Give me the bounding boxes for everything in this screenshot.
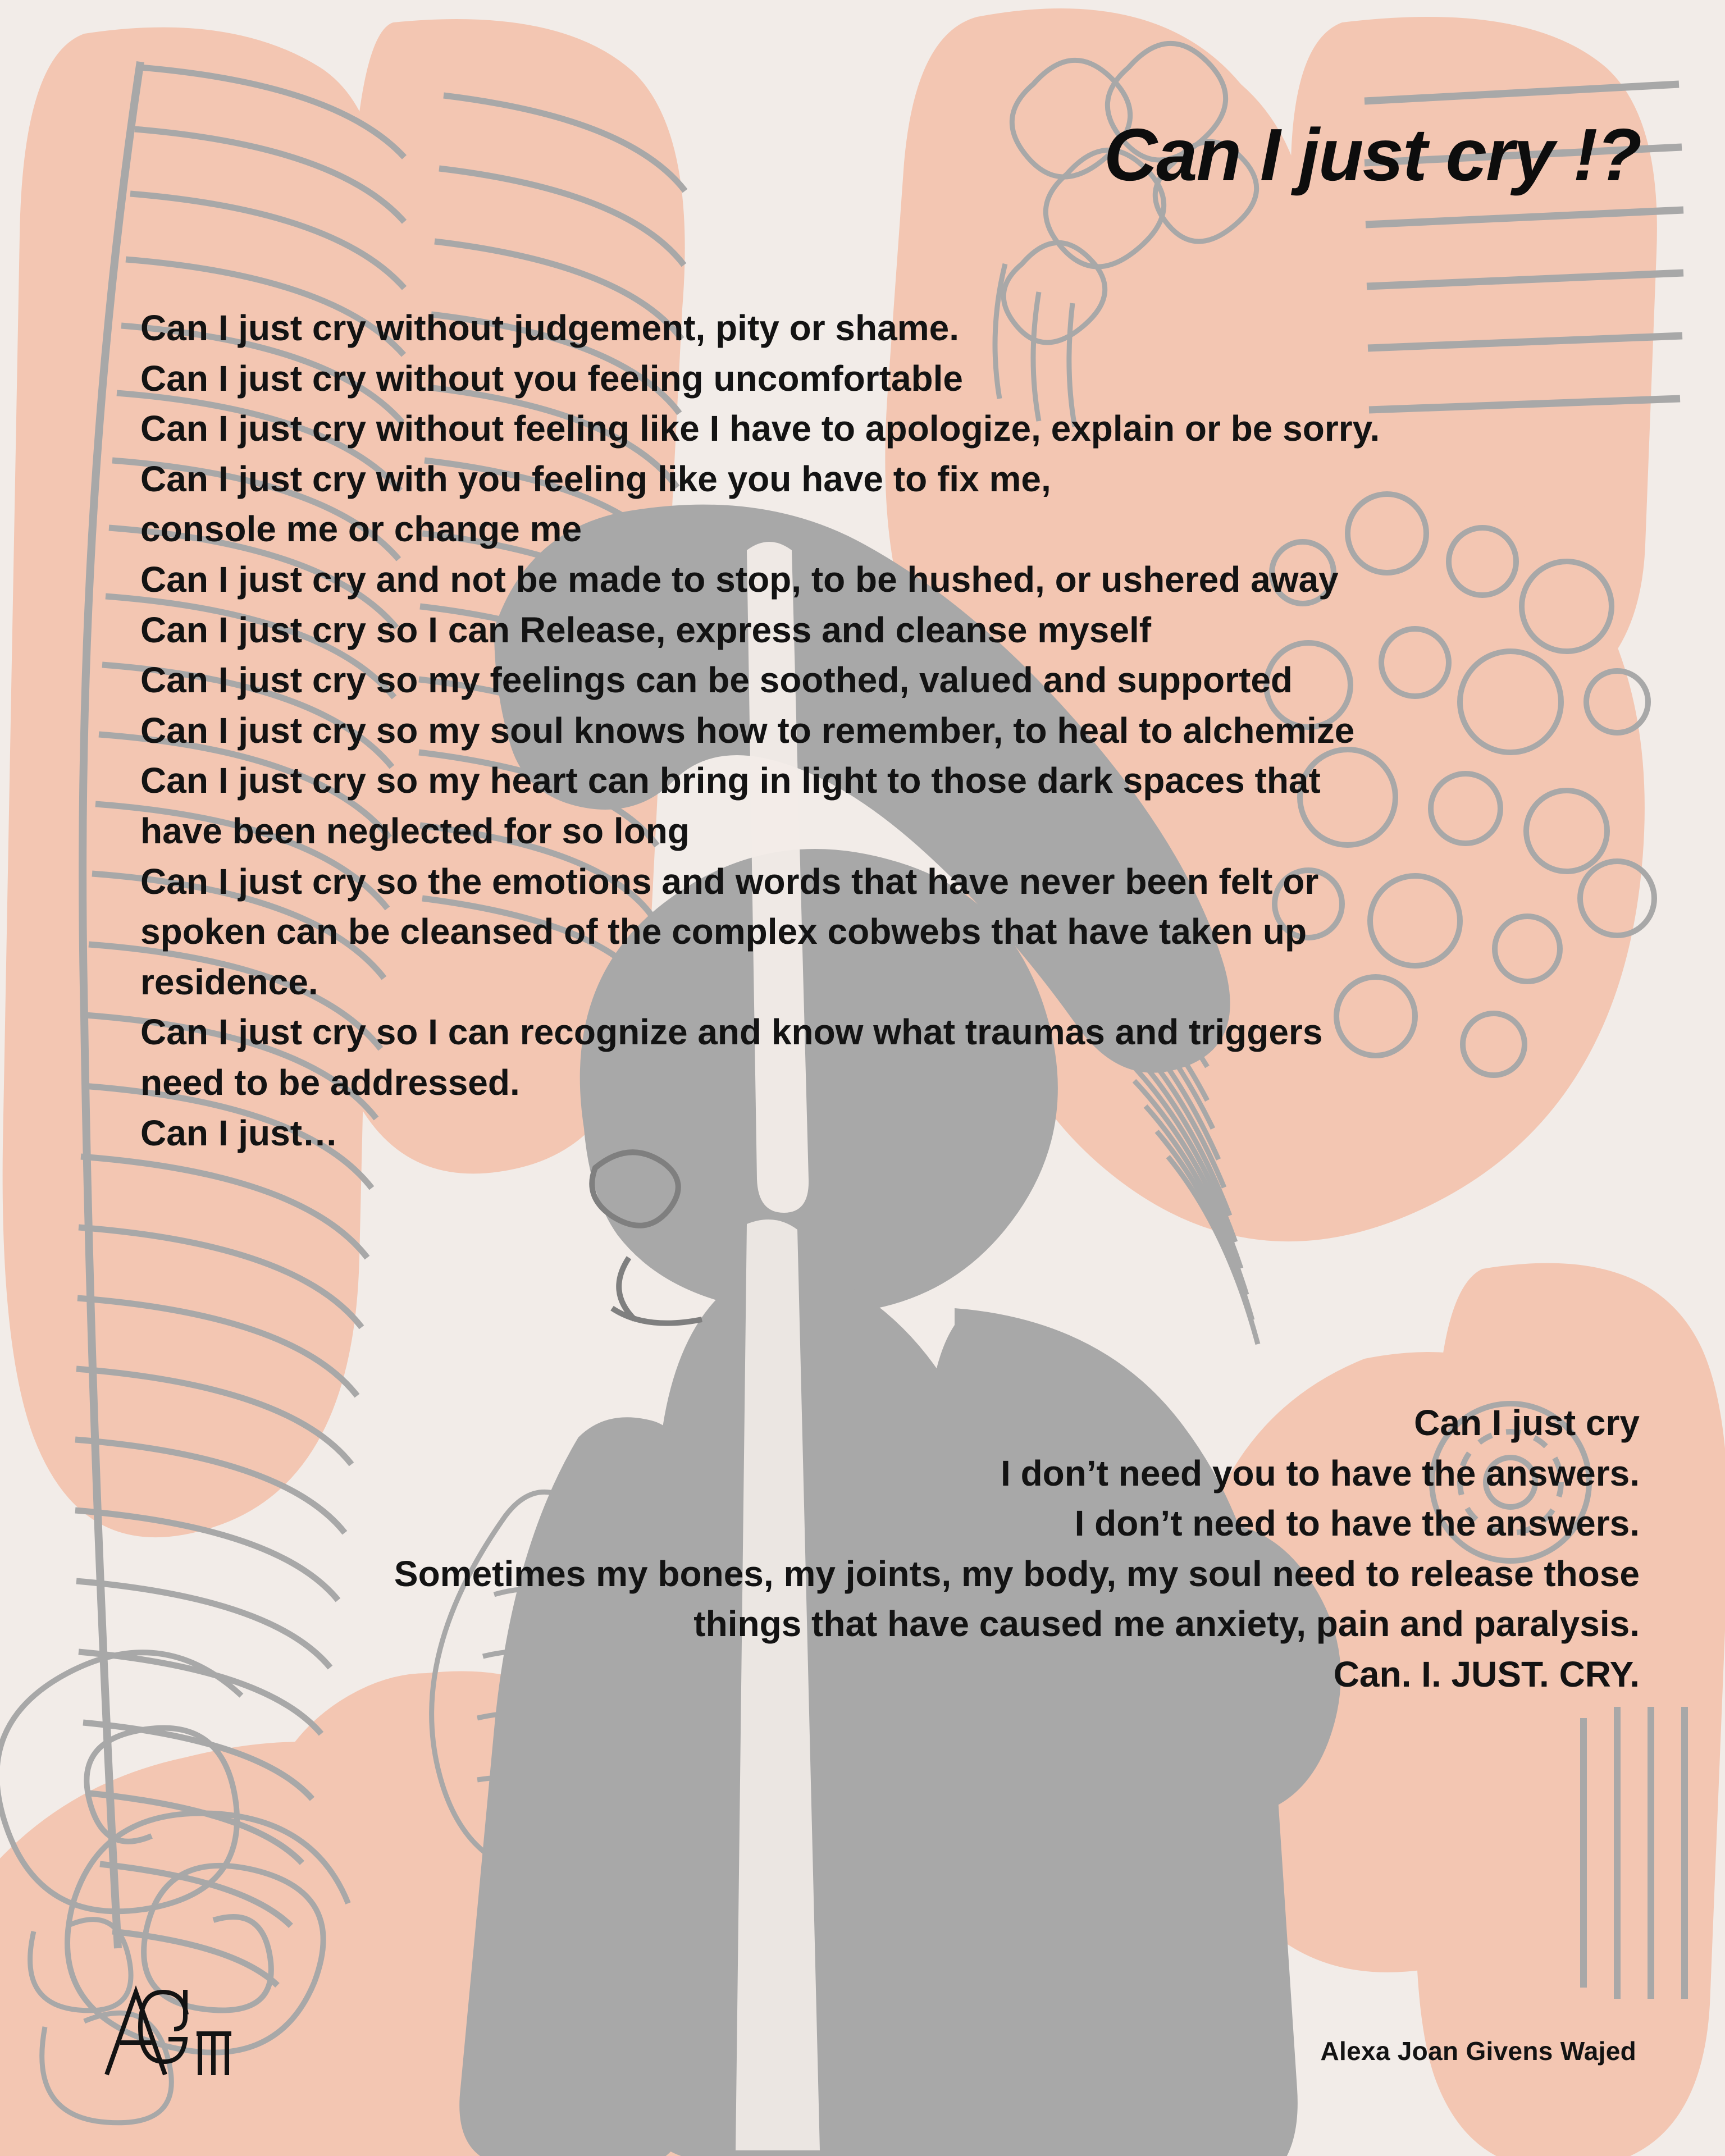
coda-line: things that have caused me anxiety, pain and paralysis. [693, 1604, 1640, 1645]
author-credit: Alexa Joan Givens Wajed [1320, 2036, 1636, 2066]
poem-line: have been neglected for so long [140, 810, 690, 851]
coda-line: Can I just cry [1414, 1403, 1640, 1443]
coda-line: Sometimes my bones, my joints, my body, my soul need to release those [394, 1553, 1640, 1594]
poem-line: Can I just cry so I can recognize and know what traumas and triggers [140, 1012, 1323, 1053]
coda-line: I don’t need you to have the answers. [1001, 1452, 1640, 1493]
page-title: Can I just cry !? [1103, 113, 1641, 196]
poem-line: Can I just cry and not be made to stop, to be hushed, or ushered away [140, 559, 1339, 600]
poem-line: Can I just… [140, 1112, 339, 1153]
poem-line: Can I just cry without you feeling uncomfortable [140, 358, 963, 399]
poem-line: Can I just cry so the emotions and words that have never been felt or [140, 861, 1319, 902]
poem-line: Can I just cry so my heart can bring in light to those dark spaces that [140, 760, 1321, 801]
artist-monogram-logo [101, 1982, 241, 2083]
coda-line: I don’t need to have the answers. [1074, 1503, 1640, 1544]
poem-coda [90, 1398, 1640, 1700]
poem-line: Can I just cry so I can Release, express and cleanse myself [140, 609, 1152, 650]
poem-line: residence. [140, 961, 318, 1002]
poem-line: Can I just cry with you feeling like you have to fix me, [140, 458, 1051, 499]
poem-line: Can I just cry so my soul knows how to remember, to heal to alchemize [140, 710, 1355, 751]
poem-line: need to be addressed. [140, 1062, 520, 1103]
poem-body [140, 303, 1645, 1158]
coda-line: Can. I. JUST. CRY. [1333, 1653, 1640, 1694]
poem-line: Can I just cry so my feelings can be soothed, valued and supported [140, 660, 1293, 701]
poem-line: Can I just cry without judgement, pity or shame. [140, 308, 959, 348]
poem-line: console me or change me [140, 509, 582, 550]
poem-line: Can I just cry without feeling like I have to apologize, explain or be sorry. [140, 408, 1380, 449]
poem-line: spoken can be cleansed of the complex cobwebs that have taken up [140, 911, 1307, 952]
